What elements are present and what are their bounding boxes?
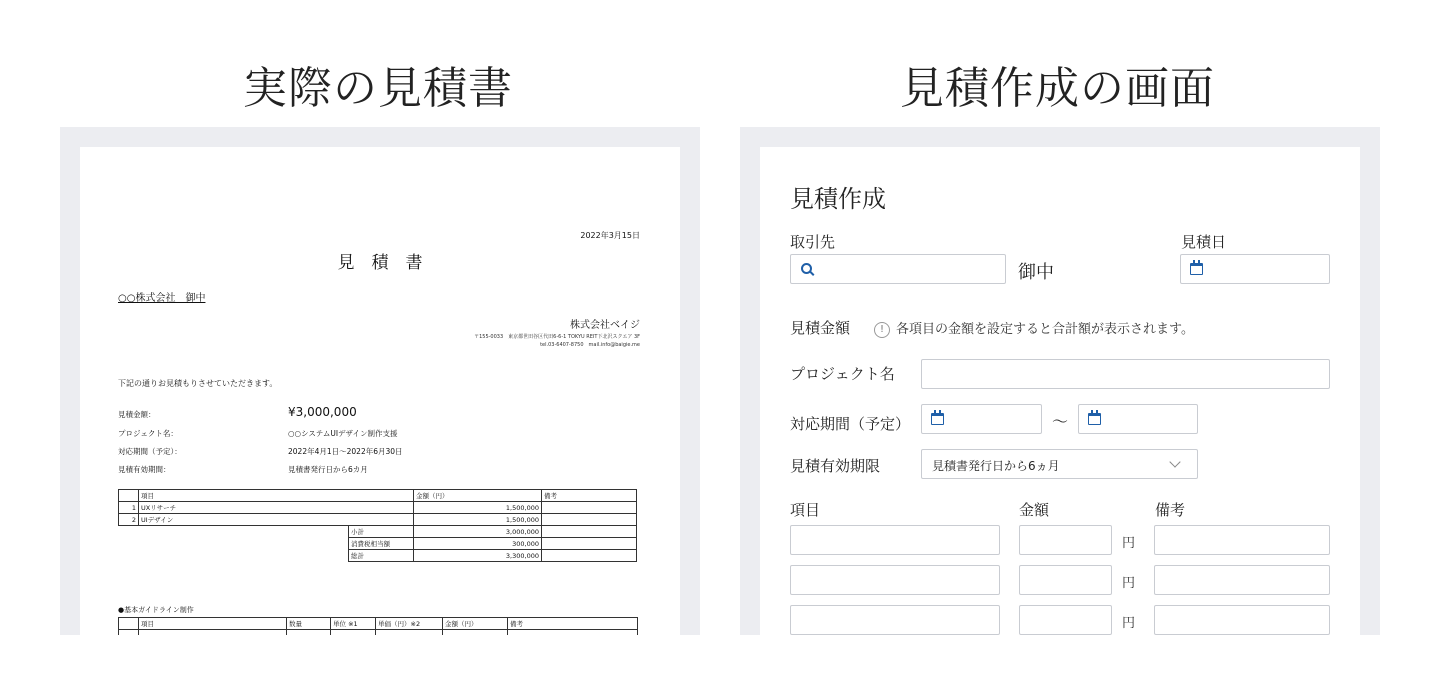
total-label: 総計: [349, 550, 414, 562]
th-item: 項目: [139, 490, 414, 502]
th-note: 備考: [508, 618, 638, 630]
amount-hint: [874, 318, 1194, 338]
yen-label: 円: [1122, 536, 1136, 551]
row-index: 1: [119, 502, 139, 514]
row-item: UIデザイン: [139, 514, 414, 526]
col-note-header: 備考: [1155, 501, 1186, 519]
doc-title: 見 積 書: [337, 253, 423, 273]
project-label: プロジェクト名: [790, 365, 895, 383]
project-name-input[interactable]: [921, 359, 1330, 389]
row-index: 2: [119, 514, 139, 526]
info-label: 見積金額：: [118, 410, 156, 419]
calendar-icon: [1190, 263, 1203, 275]
doc-address-line2: tel.03-6407-8750 mail.info@baigie.me: [540, 342, 640, 348]
note-input[interactable]: [1154, 525, 1330, 555]
doc-company: 株式会社ベイジ: [570, 320, 640, 331]
info-value: 見積書発行日から6カ月: [288, 465, 368, 474]
total-amount: 3,000,000: [414, 526, 542, 538]
total-amount: 300,000: [414, 538, 542, 550]
table-header-row: [119, 618, 638, 630]
info-value: ○○システムUIデザイン制作支援: [288, 429, 398, 438]
info-icon: !: [874, 322, 890, 338]
client-suffix: 御中: [1018, 262, 1054, 283]
table-row: [119, 630, 638, 636]
estimate-date-input[interactable]: [1180, 254, 1330, 284]
doc-client: ○○株式会社 御中: [118, 293, 206, 304]
section-title: ●基本ガイドライン制作: [118, 606, 194, 614]
row-amount: 1,500,000: [414, 502, 542, 514]
validity-select-value: 見積書発行日から6ヵ月: [932, 459, 1060, 473]
form-panel: [740, 127, 1380, 635]
total-row: [119, 526, 637, 538]
total-row: [119, 550, 637, 562]
chevron-down-icon: [1169, 456, 1180, 467]
col-amount-header: 金額: [1019, 501, 1050, 519]
document-panel: [60, 127, 700, 635]
calendar-icon: [1088, 413, 1101, 425]
total-label: 小計: [349, 526, 414, 538]
period-start-input[interactable]: [921, 404, 1042, 434]
item-input[interactable]: [790, 525, 1000, 555]
search-icon: [801, 263, 812, 274]
info-value: ¥3,000,000: [288, 405, 357, 419]
item-input[interactable]: [790, 565, 1000, 595]
validity-label: 見積有効期限: [790, 457, 881, 475]
right-heading: 見積作成の画面: [900, 63, 1215, 114]
calendar-icon: [931, 413, 944, 425]
total-amount: 3,300,000: [414, 550, 542, 562]
row-item: UXリサーチ: [139, 502, 414, 514]
date-label: 見積日: [1181, 233, 1227, 251]
doc-address: [474, 333, 640, 349]
item-input[interactable]: [790, 605, 1000, 635]
doc-date: 2022年3月15日: [580, 231, 640, 240]
info-label: 見積有効期間：: [118, 465, 171, 474]
th-item: 項目: [139, 618, 287, 630]
info-value: 2022年4月1日～2022年6月30日: [288, 447, 403, 456]
note-input[interactable]: [1154, 605, 1330, 635]
table-row: [119, 502, 637, 514]
th-amount: 金額（円）: [414, 490, 542, 502]
client-search-input[interactable]: [790, 254, 1006, 284]
th-unit: 単位 ※1: [331, 618, 376, 630]
th-note: 備考: [542, 490, 637, 502]
items-table: [118, 489, 637, 562]
info-label: 対応期間（予定）：: [118, 447, 182, 456]
amount-label: 見積金額: [790, 319, 851, 337]
th-amount: 金額（円）: [443, 618, 508, 630]
estimate-form: [760, 147, 1360, 635]
period-separator: ～: [1052, 412, 1069, 431]
yen-label: 円: [1122, 616, 1136, 631]
amount-hint-text: 各項目の金額を設定すると合計額が表示されます。: [896, 322, 1194, 337]
total-row: [119, 538, 637, 550]
table-header-row: [119, 490, 637, 502]
amount-input[interactable]: [1019, 605, 1112, 635]
period-end-input[interactable]: [1078, 404, 1198, 434]
form-title: 見積作成: [790, 185, 886, 213]
doc-address-line1: 〒155-0033 東京都世田谷区代田6-6-1 TOKYU REIT下北沢スクエア 3F: [474, 334, 640, 340]
left-heading: 実際の見積書: [243, 63, 513, 114]
table-row: [119, 514, 637, 526]
info-label: プロジェクト名：: [118, 429, 178, 438]
amount-input[interactable]: [1019, 525, 1112, 555]
note-input[interactable]: [1154, 565, 1330, 595]
validity-select[interactable]: [921, 449, 1198, 479]
period-label: 対応期間（予定）: [790, 415, 911, 433]
estimate-document: [80, 147, 680, 635]
guideline-table: [118, 617, 638, 635]
total-label: 消費税相当額: [349, 538, 414, 550]
th-price: 単価（円）※2: [376, 618, 443, 630]
row-amount: 1,500,000: [414, 514, 542, 526]
yen-label: 円: [1122, 576, 1136, 591]
doc-intro: 下記の通りお見積もりさせていただきます。: [118, 379, 278, 388]
th-qty: 数量: [287, 618, 331, 630]
client-label: 取引先: [790, 233, 836, 251]
amount-input[interactable]: [1019, 565, 1112, 595]
col-item-header: 項目: [790, 501, 821, 519]
